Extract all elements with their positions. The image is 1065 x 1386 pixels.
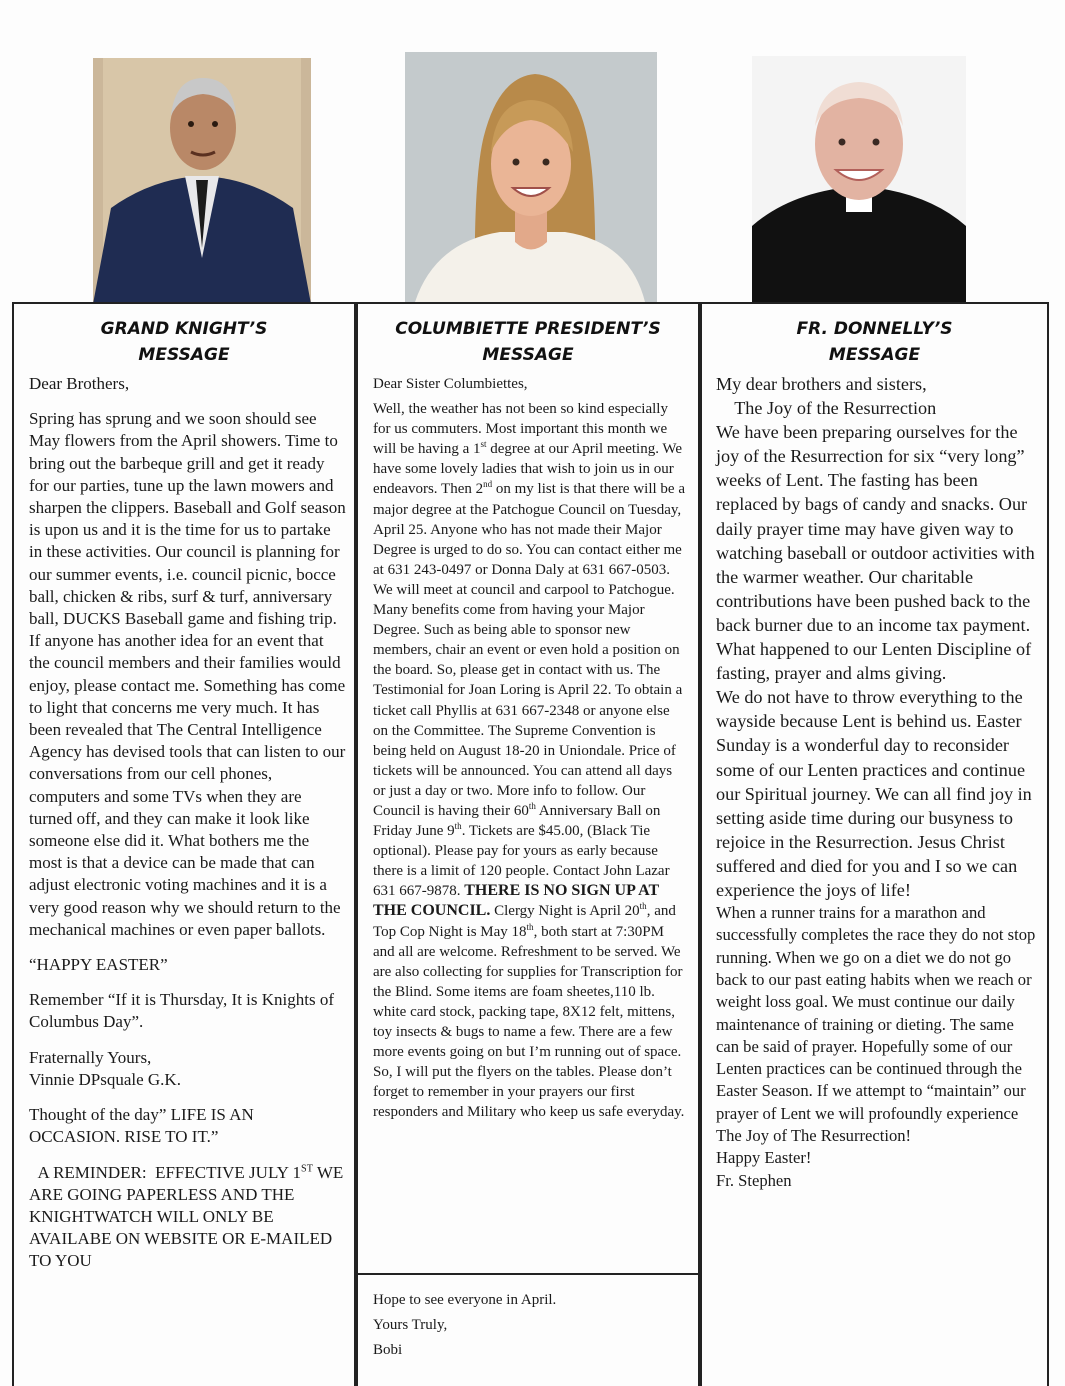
donnelly-heading-line1: FR. DONNELLY’S [796, 319, 953, 339]
grand-knight-reminder-a: A REMINDER: EFFECTIVE JULY 1 [29, 1162, 302, 1182]
grand-knight-heading-line1: GRAND KNIGHT’S [100, 319, 268, 339]
grand-knight-heading [14, 316, 354, 368]
columbiette-p7-sup: th [526, 921, 534, 932]
columbiette-signature: Bobi [373, 1342, 403, 1358]
columbiette-heading-line2: MESSAGE [482, 345, 574, 365]
columbiette-p4-sup: th [454, 821, 462, 832]
columbiette-divider [358, 1273, 698, 1275]
columbiette-paragraph [373, 399, 688, 1122]
columbiette-p3-sup: th [528, 800, 536, 811]
grand-knight-closing: Fraternally Yours, [29, 1047, 152, 1067]
columbiette-p3: on my list is that there will be a major degree at the Patchogue Council on Tuesday, April 25. Anyone who has not made their Major Degree is urged to do so. You can contact either me at 631 243-0497 or Donna Daly at 631 667-0503. We will meet at council and carpool to Patchogue. Many benefits come from having your Major Degree. Such as being able to sponsor new members, chair an event or even hold a position on the board. So, please get in contact with us. The Testimonial for Joan Loring is April 22. To obtain a ticket call Phyllis at 631 667-2348 or anyone else on the Committee. The Supreme Convention is being held on August 18-20 in Uniondale. Price of tickets will be announced. You can attend all days or just a day or two. More info to follow. Our Council is having their 60 [373, 481, 685, 819]
donnelly-salutation: My dear brothers and sisters, [716, 374, 927, 394]
grand-knight-reminder-sup: ST [301, 1162, 313, 1174]
donnelly-paragraph-1: We have been preparing ourselves for the joy of the Resurrection for six “very long” weeks of Lent. The fasting has been replaced by bags of candy and snacks. Our daily prayer time may have given way to watching baseball or outdoor activities with the warmer weather. Our charitable contributions have been pushed back to the back burner due to an income tax payment. What happened to our Lenten Discipline of fasting, prayer and alms giving. [716, 422, 1035, 684]
fr-donnelly-photo [752, 56, 966, 302]
columbiette-hope: Hope to see everyone in April. [373, 1292, 557, 1308]
donnelly-heading [702, 316, 1047, 368]
donnelly-column [700, 302, 1049, 1386]
portrait-grand-knight-icon [93, 58, 311, 304]
donnelly-easter: Happy Easter! [716, 1148, 812, 1168]
columbiette-heading-line1: COLUMBIETTE PRESIDENT’S [395, 319, 661, 339]
columbiette-no-signup: THERE IS NO SIGN UP AT THE COUNCIL. [373, 882, 659, 920]
donnelly-signature: Fr. Stephen [716, 1170, 792, 1190]
columbiette-heading [358, 316, 698, 368]
grand-knight-column [12, 302, 356, 1386]
columbiette-salutation: Dear Sister Columbiettes, [373, 376, 528, 392]
columbiette-column [356, 302, 700, 1386]
columbiette-p1: Well, the weather has not been so kind especially for us commuters. Most important this month we will be having a 1 [373, 401, 668, 458]
grand-knight-remember: Remember “If it is Thursday, It is Knights of Columbus Day”. [29, 990, 335, 1032]
donnelly-subtitle: The Joy of the Resurrection [716, 398, 937, 419]
grand-knight-heading-line2: MESSAGE [138, 345, 230, 365]
grand-knight-reminder-b: WE ARE GOING PAPERLESS AND THE KNIGHTWATCH WILL ONLY BE AVAILABE ON WEBSITE OR E-MAILED TO YOU [29, 1162, 347, 1271]
columbiette-p1-sup: st [480, 439, 487, 450]
columbiette-president-photo [405, 52, 657, 302]
grand-knight-easter: “HAPPY EASTER” [29, 955, 168, 975]
columbiette-p2: degree at our April meeting. We have some lovely ladies that wish to join us in our endeavors. Then 2 [373, 441, 683, 498]
columbiette-p8: , both start at 7:30PM and all are welcome. Refreshment to be served. We are also collecting for supplies for Transcription for the Blind. Some items are foam sheetes,110 lb. white card stock, packing tape, 8X12 felt, mittens, toy insects & bugs to name a few. There are a few more events going on but I’m running out of space. So, I will put the flyers on the tables. Please don’t forget to remember in your prayers our first responders and Military who keep us safe everyday. [373, 923, 685, 1121]
grand-knight-signature: Vinnie DPsquale G.K. [29, 1069, 181, 1089]
portrait-fr-donnelly-icon [752, 56, 966, 302]
columbiette-p6: Clergy Night is April 20 [490, 903, 640, 920]
columbiette-p4: Anniversary Ball on Friday June 9 [373, 802, 661, 840]
portrait-columbiette-president-icon [405, 52, 657, 302]
grand-knight-paragraph: Spring has sprung and we soon should see May flowers from the April showers. Time to bring out the barbeque grill and get it ready for our parties, tune up the lawn mowers and sharpen the clippers. Baseball and Golf season is upon us and it is the time for us to partake in these activities. Our council is planning for our summer events, i.e. council picnic, bocce ball, chicken & ribs, surf & turf, anniversary ball, DUCKS Baseball game and fishing trip. If anyone has another idea for an event that the council members and their families would enjoy, please contact me. Something has come to light that concerns me very much. It has been revealed that The Central Intelligence Agency has devised tools that can listen to our conversations from our cell phones, computers and some TVs when they are turned off, and they can make it look like someone else did it. What bothers me the most is that a device can be made that can adjust electronic voting machines and it is a very good reason why we should return to the mechanical machines or even paper ballots. [29, 409, 346, 939]
grand-knight-reminder [29, 1162, 346, 1273]
grand-knight-salutation: Dear Brothers, [29, 374, 130, 393]
grand-knight-thought: Thought of the day” LIFE IS AN OCCASION. RISE TO IT.” [29, 1105, 254, 1147]
columbiette-p2-sup: nd [483, 479, 493, 490]
columbiette-p7: , and Top Cop Night is May 18 [373, 903, 676, 940]
columbiette-closing: Yours Truly, [373, 1317, 448, 1333]
columbiette-p6-sup: th [639, 901, 647, 912]
donnelly-paragraph-3: When a runner trains for a marathon and successfully completes the race they do not stop running. When we go on a diet we do not go back to our past eating habits when we reach or weight loss goal. We must continue our daily maintenance of training or dieting. The same can be said of prayer. Hopefully some of our Lenten practices can be continued through the Easter Season. If we attempt to “maintain” our prayer of Lent we will profoundly experience The Joy of The Resurrection! [716, 903, 1036, 1146]
grand-knight-photo [93, 58, 311, 304]
donnelly-paragraph-2: We do not have to throw everything to the wayside because Lent is behind us. Easter Sunday is a wonderful day to reconsider some of our Lenten practices and continue our Spiritual journey. We can all find joy in setting aside time during our busyness to rejoice in the Resurrection. Jesus Christ suffered and died for you and I so we can experience the joys of life! [716, 687, 1032, 900]
donnelly-heading-line2: MESSAGE [828, 345, 921, 365]
columbiette-p5: . Tickets are $45.00, (Black Tie optional). Please pay for yours as early because there is a limit of 120 people. Contact John Lazar 631 667-9878. [373, 823, 670, 900]
